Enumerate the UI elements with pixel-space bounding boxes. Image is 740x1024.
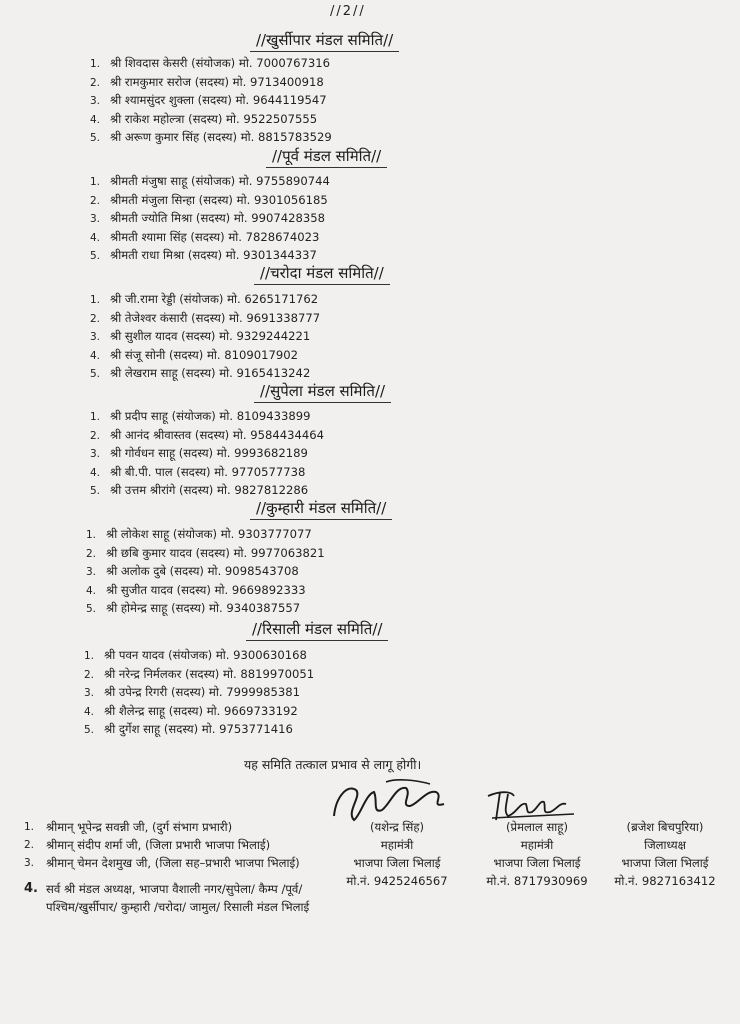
list-item: 4. श्री बी.पी. पाल (सदस्य) मो. 9770577738 <box>90 464 306 479</box>
list-item: 4. श्री राकेश महोल्त्रा (सदस्य) मो. 9522507555 <box>90 111 318 126</box>
list-item: 4. श्रीमती श्यामा सिंह (सदस्य) मो. 7828674023 <box>90 229 320 244</box>
section-title: //कुम्हारी मंडल समिति// <box>250 498 392 520</box>
list-item: 4. सर्व श्री मंडल अध्यक्ष, भाजपा वैशाली नगर/सुपेला/ कैम्प /पूर्व/पश्चिम/खुर्सीपार/ कुम्हारी /चरोदा/ जामुल/ रिसाली मंडल भिलाई <box>24 881 310 914</box>
list-item: 5. श्री उत्तम श्रीरांगे (सदस्य) मो. 9827812286 <box>90 483 309 498</box>
list-item: 3. श्री श्यामसुंदर शुक्ला (सदस्य) मो. 9644119547 <box>90 93 327 108</box>
section-purv <box>266 146 387 168</box>
list-item: 2. श्रीमान् संदीप शर्मा जी, (जिला प्रभारी भाजपा भिलाई) <box>24 838 271 852</box>
list-item: 3. श्रीमान् चेमन देशमुख जी, (जिला सह–प्रभारी भाजपा भिलाई) <box>24 856 300 870</box>
member-list-khursipar <box>90 54 332 147</box>
list-item: 1. श्री शिवदास केसरी (संयोजक) मो. 7000767316 <box>90 56 330 70</box>
list-item: 4. श्री संजू सोनी (सदस्य) मो. 8109017902 <box>90 347 299 362</box>
list-item: 1. श्री पवन यादव (संयोजक) मो. 9300630168 <box>84 648 307 662</box>
member-list-supela <box>90 407 324 500</box>
signatory-designation: महामंत्री <box>520 838 554 852</box>
section-title: //सुपेला मंडल समिति// <box>254 381 391 403</box>
list-item: 2. श्रीमती मंजुला सिन्हा (सदस्य) मो. 9301056185 <box>90 192 328 207</box>
list-item: 2. श्री छबि कुमार यादव (सदस्य) मो. 9977063821 <box>86 545 325 560</box>
member-list-purv <box>90 172 330 265</box>
signatory-org: भाजपा जिला भिलाई <box>621 856 709 870</box>
list-item: 3. श्री सुशील यादव (सदस्य) मो. 9329244221 <box>90 329 311 344</box>
section-kumhari <box>250 498 392 520</box>
signatory-phone: मो.नं. 9827163412 <box>614 874 716 888</box>
signatory-2 <box>472 818 602 890</box>
member-list-risali <box>84 646 314 739</box>
signatory-org: भाजपा जिला भिलाई <box>353 856 441 870</box>
section-risali <box>246 619 388 641</box>
list-item: 2. श्री रामकुमार सरोज (सदस्य) मो. 9713400918 <box>90 74 324 89</box>
signatory-1 <box>332 818 462 890</box>
list-item: 3. श्री अलोक दुबे (सदस्य) मो. 9098543708 <box>86 564 299 579</box>
list-item: 5. श्री अरूण कुमार सिंह (सदस्य) मो. 8815783529 <box>90 130 332 145</box>
signatory-name: (ब्रजेश बिचपुरिया) <box>626 820 704 834</box>
list-item: 3. श्री गोर्वधन साहू (सदस्य) मो. 9993682189 <box>90 446 308 461</box>
signatory-3 <box>598 818 732 890</box>
signatory-phone: मो.नं. 9425246567 <box>346 874 448 888</box>
signatory-designation: जिलाध्यक्ष <box>644 838 686 852</box>
section-title: //रिसाली मंडल समिति// <box>246 619 388 641</box>
signatory-phone: मो.नं. 8717930969 <box>486 874 588 888</box>
effective-notice: यह समिति तत्काल प्रभाव से लागू होगी। <box>244 757 422 772</box>
copy-to-list <box>24 818 324 916</box>
list-item: 4. श्री शैलेन्द्र साहू (सदस्य) मो. 9669733192 <box>84 703 298 718</box>
list-item: 1. श्रीमती मंजुषा साहू (संयोजक) मो. 9755890744 <box>90 174 330 188</box>
section-charoda <box>254 263 390 285</box>
signatory-name: (प्रेमलाल साहू) <box>506 820 568 834</box>
section-title: //खुर्सीपार मंडल समिति// <box>250 30 399 52</box>
list-item: 3. श्रीमती ज्योति मिश्रा (सदस्य) मो. 9907428358 <box>90 211 325 226</box>
signatory-org: भाजपा जिला भिलाई <box>493 856 581 870</box>
list-item: 1. श्री प्रदीप साहू (संयोजक) मो. 8109433899 <box>90 409 311 423</box>
list-item: 2. श्री नरेन्द्र निर्मलकर (सदस्य) मो. 8819970051 <box>84 666 315 681</box>
list-item: 5. श्री लेखराम साहू (सदस्य) मो. 9165413242 <box>90 366 311 381</box>
list-item: 5. श्री होमेन्द्र साहू (सदस्य) मो. 9340387557 <box>86 601 301 616</box>
member-list-charoda <box>90 290 320 383</box>
list-item: 2. श्री तेजेश्वर कंसारी (सदस्य) मो. 9691338777 <box>90 310 321 325</box>
section-khursipar <box>250 30 399 52</box>
page-number: //2// <box>330 4 366 19</box>
list-item: 1. श्रीमान् भूपेन्द्र सवन्नी जी, (दुर्ग संभाग प्रभारी) <box>24 820 233 834</box>
member-list-kumhari <box>86 525 325 618</box>
list-item: 4. श्री सुजीत यादव (सदस्य) मो. 9669892333 <box>86 582 306 597</box>
list-item: 5. श्री दुर्गेश साहू (सदस्य) मो. 9753771416 <box>84 722 293 737</box>
list-item: 1. श्री लोकेश साहू (संयोजक) मो. 9303777077 <box>86 527 312 541</box>
list-item: 5. श्रीमती राधा मिश्रा (सदस्य) मो. 9301344337 <box>90 248 317 263</box>
section-title: //पूर्व मंडल समिति// <box>266 146 387 168</box>
signatory-name: (यशेन्द्र सिंह) <box>369 820 425 834</box>
list-item: 3. श्री उपेन्द्र रिगरी (सदस्य) मो. 7999985381 <box>84 685 300 700</box>
signatory-designation: महामंत्री <box>380 838 414 852</box>
list-item: 1. श्री जी.रामा रेड्डी (संयोजक) मो. 6265171762 <box>90 292 319 306</box>
section-supela <box>254 381 391 403</box>
section-title: //चरोदा मंडल समिति// <box>254 263 390 285</box>
list-item: 2. श्री आनंद श्रीवास्तव (सदस्य) मो. 9584434464 <box>90 427 324 442</box>
